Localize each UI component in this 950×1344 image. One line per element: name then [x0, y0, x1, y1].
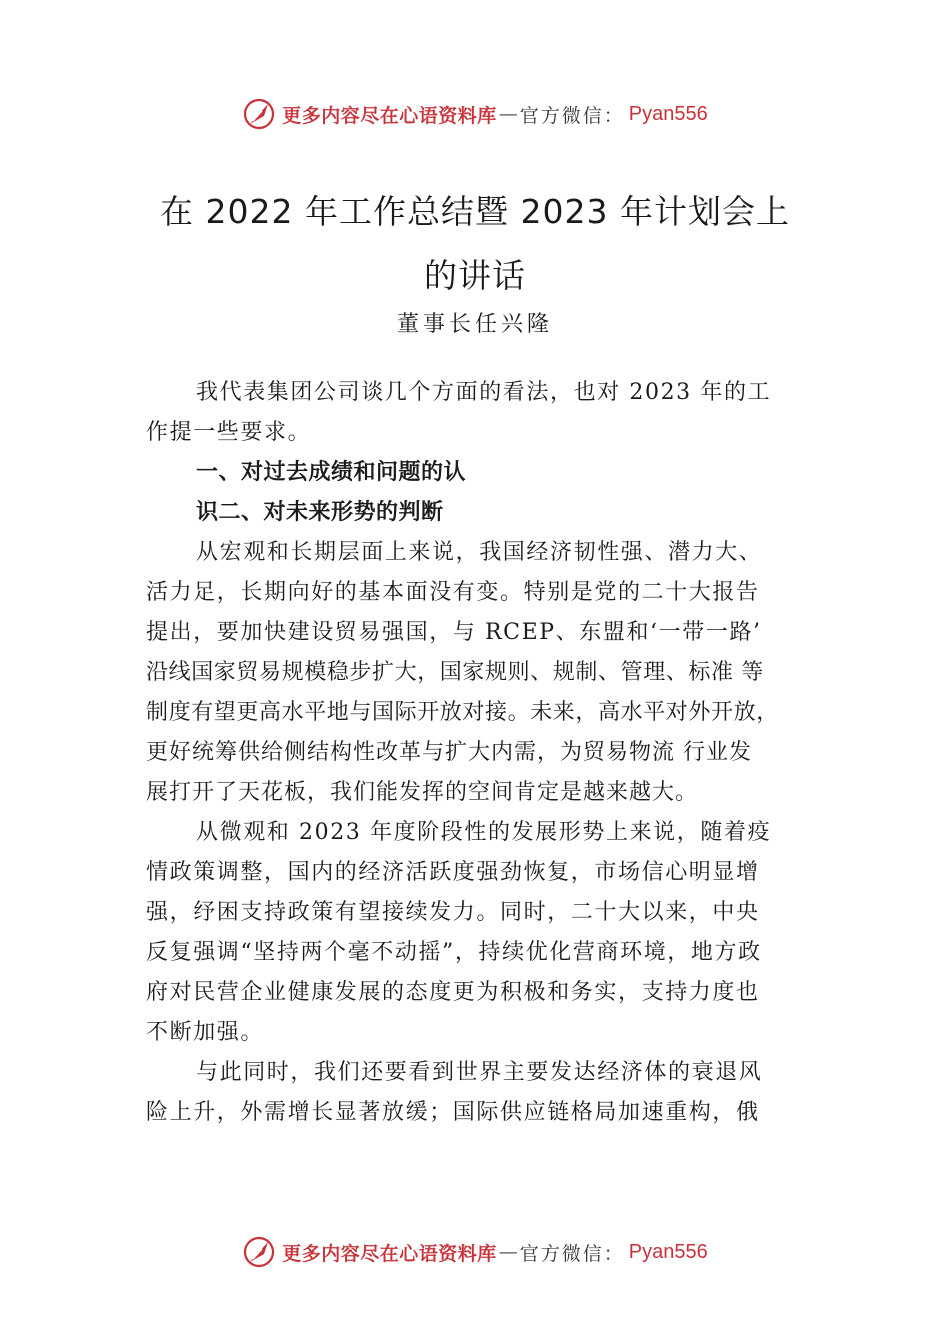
body-line: 强，纾困支持政策有望接续发力。同时，二十大以来，中央 [146, 900, 760, 925]
banner-dash: — [498, 103, 518, 125]
banner-brand: 更多内容尽在心语资料库 [282, 1242, 497, 1265]
body-line: 险上升，外需增长显著放缓；国际供应链格局加速重构，俄 [146, 1100, 760, 1125]
body-line: 制度有望更高水平地与国际开放对接。未来，高水平对外开放， [146, 700, 779, 725]
body-line: 不断加强。 [146, 1020, 265, 1045]
banner-contact-id: Pyan556 [628, 1240, 708, 1263]
body-line: 反复强调“坚持两个毫不动摇”，持续优化营商环境，地方政 [146, 940, 762, 965]
quill-logo-icon [242, 1235, 276, 1269]
banner-contact-label: 官方微信： [519, 104, 625, 127]
document-author: 董事长任兴隆 [396, 312, 553, 337]
body-line: 情政策调整，国内的经济活跃度强劲恢复，市场信心明显增 [146, 860, 760, 885]
banner-brand: 更多内容尽在心语资料库 [282, 104, 497, 127]
banner-dash: — [498, 1241, 518, 1263]
document-title-line-2: 的讲话 [424, 256, 526, 295]
body-line: 作提一些要求。 [146, 420, 312, 445]
body-line: 从微观和 2023 年度阶段性的发展形势上来说，随着疫 [196, 820, 772, 845]
footer-banner [0, 1232, 950, 1272]
section-heading: 识二、对未来形势的判断 [196, 500, 444, 525]
body-line: 提出，要加快建设贸易强国，与 RCEP、东盟和‘一带一路’ [146, 620, 762, 645]
body-line: 沿线国家贸易规模稳步扩大，国家规则、规制、管理、标准 等 [146, 660, 764, 685]
document-title-line-1: 在 2022 年工作总结暨 2023 年计划会上 [160, 192, 790, 231]
body-line: 我代表集团公司谈几个方面的看法，也对 2023 年的工 [196, 380, 772, 405]
body-line: 从宏观和长期层面上来说，我国经济韧性强、潜力大、 [196, 540, 763, 565]
body-line: 更好统筹供给侧结构性改革与扩大内需，为贸易物流 行业发 [146, 740, 752, 765]
header-banner [0, 94, 950, 134]
banner-contact-id: Pyan556 [628, 102, 708, 125]
body-line: 展打开了天花板，我们能发挥的空间肯定是越来越大。 [146, 780, 699, 805]
body-line: 活力足，长期向好的基本面没有变。特别是党的二十大报告 [146, 580, 760, 605]
body-line: 府对民营企业健康发展的态度更为积极和务实，支持力度也 [146, 980, 760, 1005]
banner-contact-label: 官方微信： [519, 1242, 625, 1265]
section-heading: 一、对过去成绩和问题的认 [196, 460, 467, 485]
quill-logo-icon [242, 97, 276, 131]
body-line: 与此同时，我们还要看到世界主要发达经济体的衰退风 [196, 1060, 763, 1085]
